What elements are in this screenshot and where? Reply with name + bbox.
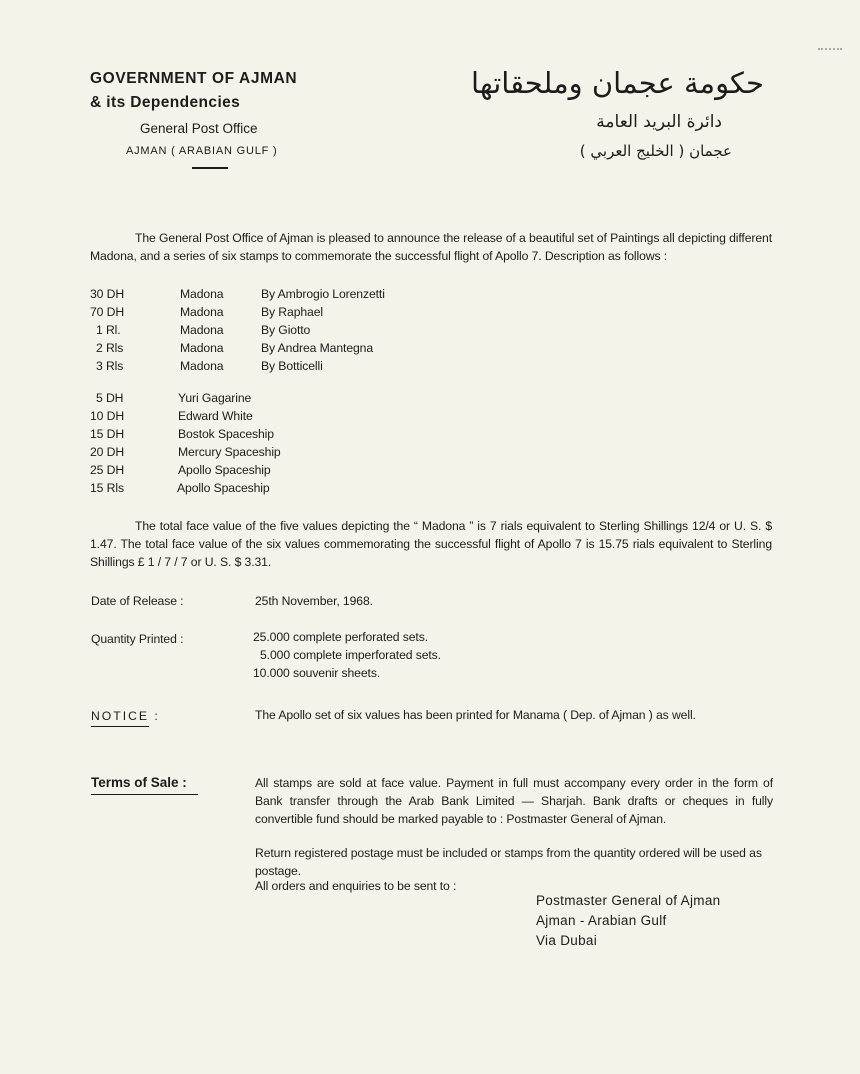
stamp-value: 20 DH (90, 445, 125, 459)
address-line: Postmaster General of Ajman (536, 893, 721, 908)
letterhead-dependencies: & its Dependencies (90, 94, 241, 111)
stamp-subject: Madona (180, 323, 224, 337)
stamp-value: 10 DH (90, 409, 125, 423)
quantity-line: 5.000 complete imperforated sets. (260, 648, 441, 662)
terms-label: Terms of Sale : (91, 775, 187, 790)
stamp-value: 2 Rls (96, 341, 124, 355)
stamp-subject: Edward White (178, 409, 253, 423)
stamp-subject: Madona (180, 305, 224, 319)
stamp-value: 30 DH (90, 287, 125, 301)
release-label: Date of Release : (91, 594, 184, 608)
arabic-letterhead-office: دائرة البريد العامة (596, 112, 722, 132)
stamp-artist: By Ambrogio Lorenzetti (261, 287, 385, 301)
stamp-artist: By Andrea Mantegna (261, 341, 374, 355)
letterhead-post-office: General Post Office (140, 121, 258, 136)
release-date: 25th November, 1968. (255, 594, 373, 608)
stamp-subject: Madona (180, 359, 224, 373)
stamp-subject: Yuri Gagarine (178, 391, 252, 405)
stamp-value: 25 DH (90, 463, 125, 477)
stamp-subject: Bostok Spaceship (178, 427, 274, 441)
letterhead-divider (192, 167, 228, 169)
quantity-line: 10.000 souvenir sheets. (253, 666, 381, 680)
stamp-artist: By Raphael (261, 305, 324, 319)
letterhead-government: GOVERNMENT OF AJMAN (90, 70, 298, 87)
stamp-subject: Apollo Spaceship (177, 481, 270, 495)
stamp-artist: By Giotto (261, 323, 311, 337)
notice-label: NOTICE : (91, 709, 160, 723)
address-line: Via Dubai (536, 933, 597, 948)
stamp-subject: Madona (180, 341, 224, 355)
notice-underline (91, 726, 149, 727)
stamp-value: 5 DH (96, 391, 124, 405)
stamp-value: 15 DH (90, 427, 125, 441)
intro-paragraph: The General Post Office of Ajman is pleased to announce the release of a beautiful set of Paintings all depicting different Madona, and a series of six stamps to commemorate the successful flight of Apollo 7. Description as follows : (90, 231, 772, 263)
totals-paragraph: The total face value of the five values depicting the “ Madona ” is 7 rials equivalent to Sterling Shillings 12/4 or U. S. $ 1.47. The total face value of the six values commemorating the successful flight of Apollo 7 is 15.75 rials equivalent to Sterling Shillings £ 1 / 7 / 7 or U. S. $ 3.31. (90, 519, 772, 569)
terms-paragraph: All stamps are sold at face value. Payment in full must accompany every order in the form of Bank transfer through the Arab Bank Limited — Sharjah. Bank drafts or cheques in fully convertible fund should be marked payable to : Postmaster General of Ajman. (255, 776, 773, 826)
stamp-subject: Apollo Spaceship (178, 463, 271, 477)
quantity-label: Quantity Printed : (91, 632, 184, 646)
stamp-value: 1 Rl. (96, 323, 121, 337)
paper-mark (818, 48, 842, 52)
notice-text: The Apollo set of six values has been printed for Manama ( Dep. of Ajman ) as well. (255, 708, 696, 722)
orders-paragraph: All orders and enquiries to be sent to : (255, 879, 457, 893)
return-postage-paragraph: Return registered postage must be included or stamps from the quantity ordered will be used as postage. (255, 846, 762, 878)
arabic-letterhead-title: حكومة عجمان وملحقاتها (470, 66, 764, 100)
stamp-value: 70 DH (90, 305, 125, 319)
address-line: Ajman - Arabian Gulf (536, 913, 667, 928)
stamp-subject: Madona (180, 287, 224, 301)
letterhead-location: AJMAN ( ARABIAN GULF ) (126, 145, 278, 157)
stamp-value: 15 Rls (90, 481, 124, 495)
terms-underline (91, 794, 198, 795)
quantity-line: 25.000 complete perforated sets. (253, 630, 428, 644)
stamp-subject: Mercury Spaceship (178, 445, 281, 459)
stamp-value: 3 Rls (96, 359, 124, 373)
arabic-letterhead-location: عجمان ( الخليج العربي ) (579, 142, 732, 160)
stamp-artist: By Botticelli (261, 359, 323, 373)
